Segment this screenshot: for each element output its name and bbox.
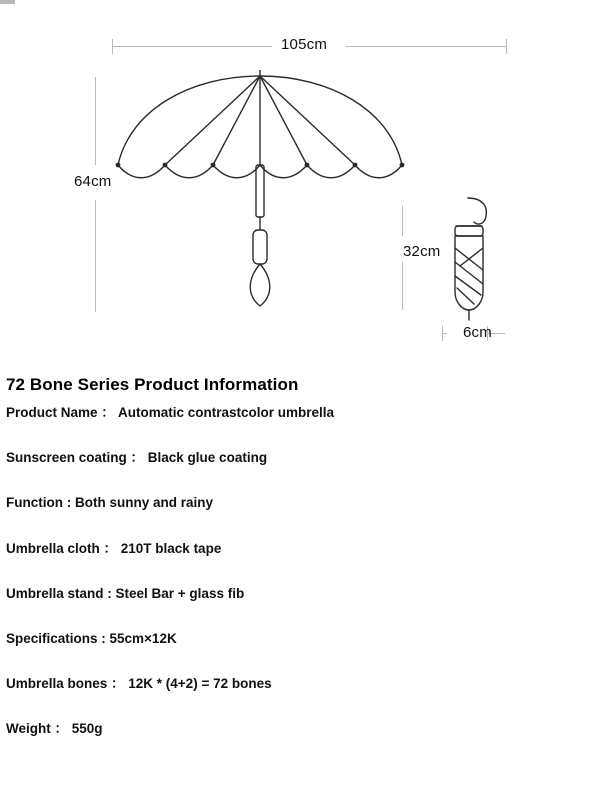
dimension-label-height: 64cm [74, 173, 112, 190]
list-item: Product Name ： Automatic contrastcolor umbrella [6, 405, 335, 420]
dimension-line-width-right [346, 46, 506, 47]
umbrella-dimension-diagram [0, 0, 609, 360]
folded-umbrella-icon [438, 196, 500, 331]
dimension-line-height-top [95, 77, 96, 165]
dimension-label-folded-length: 32cm [403, 243, 441, 260]
product-information-block [0, 375, 609, 738]
dimension-tick-width-right [506, 39, 507, 54]
list-item: Umbrella stand : Steel Bar + glass fib [6, 585, 245, 601]
dimension-line-width-left [112, 46, 272, 47]
dimension-tick-width-left [112, 39, 113, 54]
list-item: Sunscreen coating ： Black glue coating [6, 450, 268, 466]
list-item: Umbrella bones ： 12K * (4+2) = 72 bones [6, 676, 272, 692]
open-umbrella-icon [110, 70, 410, 325]
list-item: Umbrella cloth ： 210T black tape [6, 540, 222, 556]
dimension-tick-folded-length-bottom [0, 3, 15, 4]
dimension-label-folded-diameter: 6cm [463, 324, 492, 341]
list-item: Weight ： 550g [6, 721, 103, 737]
list-item: Specifications : 55cm×12K [6, 630, 177, 646]
page-title: 72 Bone Series Product Information [6, 375, 299, 394]
spec-list [6, 405, 603, 738]
dimension-line-height-bottom [95, 200, 96, 312]
dimension-label-width: 105cm [281, 36, 328, 53]
list-item: Function : Both sunny and rainy [6, 495, 213, 511]
